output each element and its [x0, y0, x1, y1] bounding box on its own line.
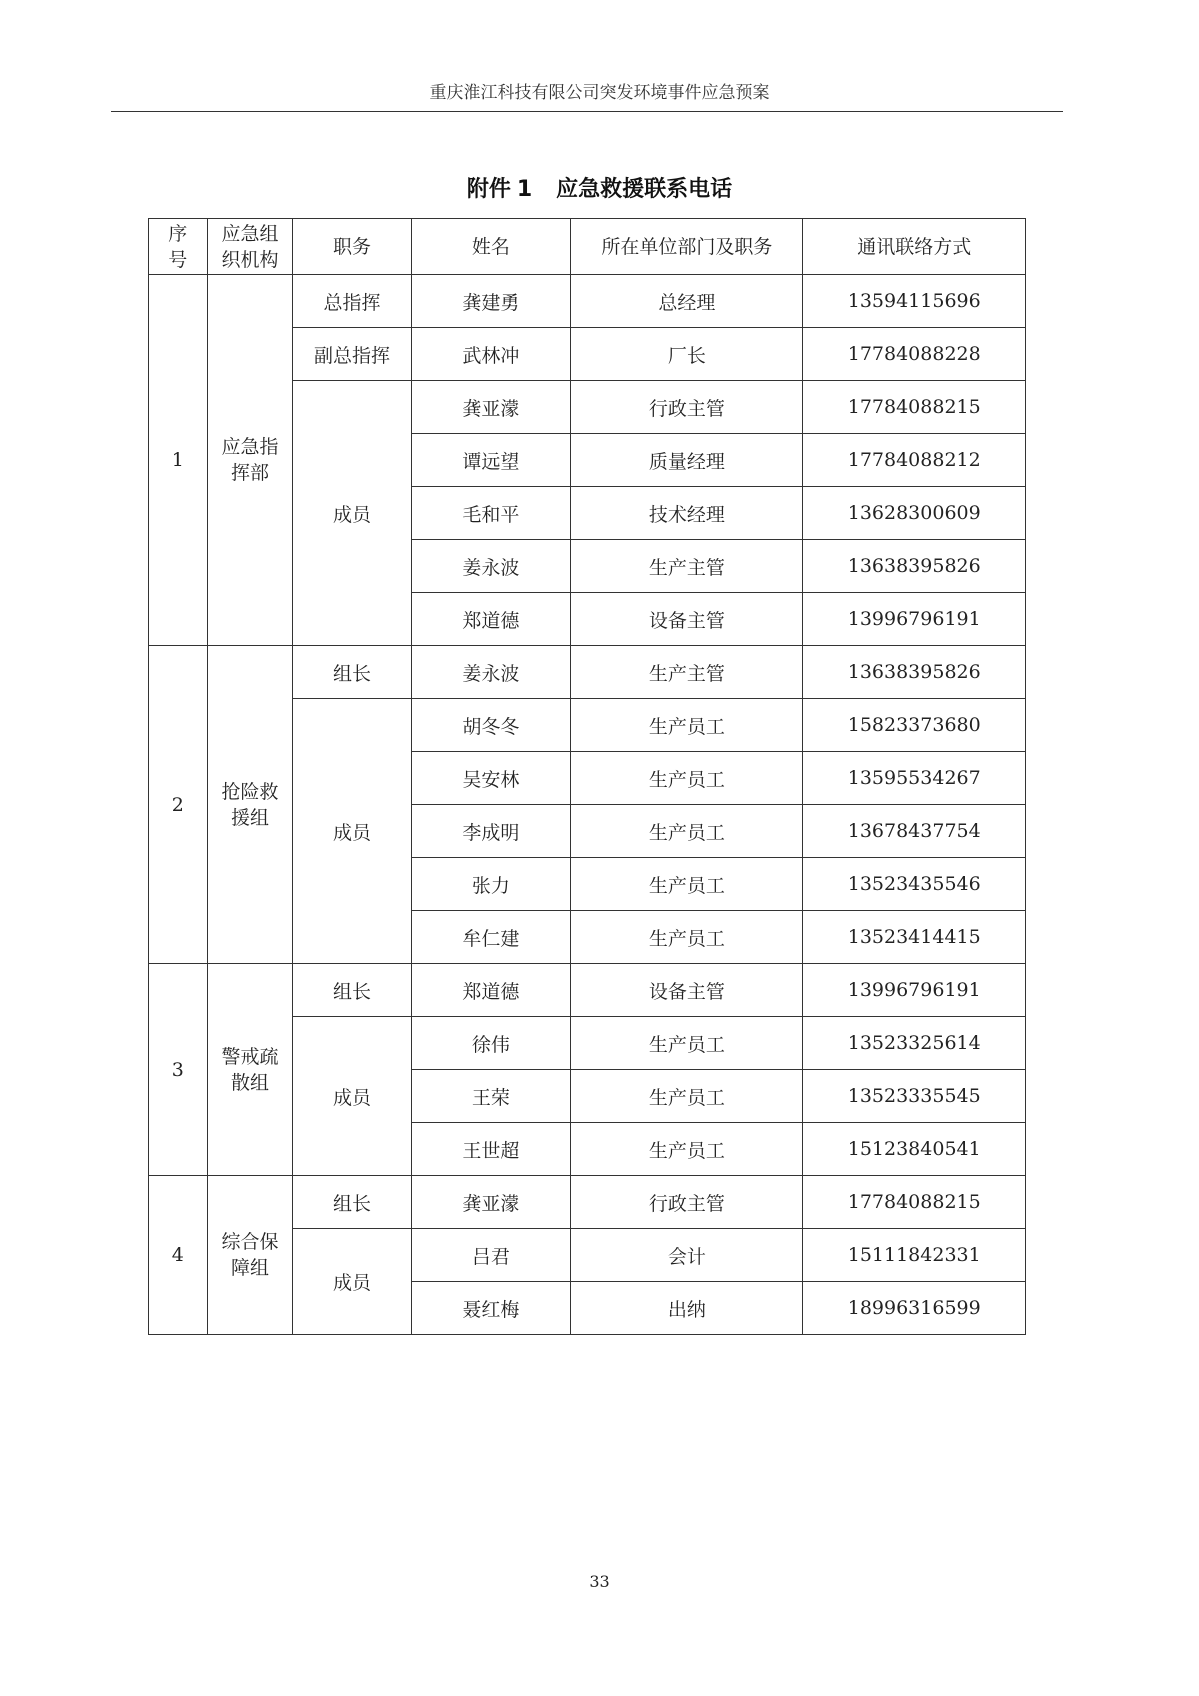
- dept-cell: 生产员工: [571, 911, 803, 964]
- dept-cell: 厂长: [571, 328, 803, 381]
- phone-cell: 17784088215: [803, 381, 1026, 434]
- phone-cell: 13523435546: [803, 858, 1026, 911]
- table-row: [149, 1176, 1026, 1229]
- name-cell: 龚亚濛: [411, 381, 571, 434]
- table-row: [149, 275, 1026, 328]
- dept-cell: 行政主管: [571, 1176, 803, 1229]
- phone-cell: 13595534267: [803, 752, 1026, 805]
- name-cell: 姜永波: [411, 646, 571, 699]
- phone-cell: 13678437754: [803, 805, 1026, 858]
- role-cell: 副总指挥: [293, 328, 411, 381]
- table-row: [149, 646, 1026, 699]
- name-cell: 吕君: [411, 1229, 571, 1282]
- name-cell: 毛和平: [411, 487, 571, 540]
- role-cell: 总指挥: [293, 275, 411, 328]
- phone-cell: 17784088228: [803, 328, 1026, 381]
- dept-cell: 生产员工: [571, 699, 803, 752]
- phone-cell: 13523335545: [803, 1070, 1026, 1123]
- group-org: 综合保 障组: [207, 1176, 293, 1335]
- role-cell: 成员: [293, 381, 411, 646]
- header-phone: 通讯联络方式: [803, 219, 1026, 275]
- dept-cell: 生产主管: [571, 540, 803, 593]
- role-cell: 成员: [293, 699, 411, 964]
- header-rule: [111, 111, 1063, 112]
- dept-cell: 总经理: [571, 275, 803, 328]
- group-index: 1: [149, 275, 208, 646]
- contact-table: [148, 218, 1026, 1335]
- phone-cell: 13523414415: [803, 911, 1026, 964]
- title-prefix: 附件: [466, 177, 511, 202]
- running-header: 重庆淮江科技有限公司突发环境事件应急预案: [429, 83, 770, 103]
- phone-cell: 17784088215: [803, 1176, 1026, 1229]
- role-cell: 成员: [293, 1017, 411, 1176]
- name-cell: 吴安林: [411, 752, 571, 805]
- phone-cell: 17784088212: [803, 434, 1026, 487]
- dept-cell: 生产员工: [571, 1017, 803, 1070]
- group-org: 抢险救 援组: [207, 646, 293, 964]
- dept-cell: 生产员工: [571, 858, 803, 911]
- phone-cell: 18996316599: [803, 1282, 1026, 1335]
- name-cell: 龚建勇: [411, 275, 571, 328]
- dept-cell: 生产员工: [571, 1070, 803, 1123]
- phone-cell: 13628300609: [803, 487, 1026, 540]
- dept-cell: 生产员工: [571, 1123, 803, 1176]
- document-title: [0, 172, 1199, 203]
- role-cell: 组长: [293, 964, 411, 1017]
- phone-cell: 15111842331: [803, 1229, 1026, 1282]
- group-org: 应急指 挥部: [207, 275, 293, 646]
- dept-cell: 行政主管: [571, 381, 803, 434]
- name-cell: 王世超: [411, 1123, 571, 1176]
- phone-cell: 13996796191: [803, 964, 1026, 1017]
- dept-cell: 设备主管: [571, 964, 803, 1017]
- dept-cell: 会计: [571, 1229, 803, 1282]
- name-cell: 谭远望: [411, 434, 571, 487]
- dept-cell: 生产主管: [571, 646, 803, 699]
- group-org: 警戒疏 散组: [207, 964, 293, 1176]
- phone-cell: 13594115696: [803, 275, 1026, 328]
- group-index: 3: [149, 964, 208, 1176]
- page-number: 33: [589, 1572, 610, 1591]
- role-cell: 组长: [293, 646, 411, 699]
- dept-cell: 质量经理: [571, 434, 803, 487]
- group-index: 2: [149, 646, 208, 964]
- dept-cell: 技术经理: [571, 487, 803, 540]
- phone-cell: 13638395826: [803, 646, 1026, 699]
- table-row: [149, 964, 1026, 1017]
- title-text: 应急救援联系电话: [556, 177, 733, 202]
- header-name: 姓名: [411, 219, 571, 275]
- title-number: 1: [516, 177, 533, 202]
- table-body: [149, 275, 1026, 1335]
- phone-cell: 13523325614: [803, 1017, 1026, 1070]
- header-role: 职务: [293, 219, 411, 275]
- dept-cell: 出纳: [571, 1282, 803, 1335]
- phone-cell: 13996796191: [803, 593, 1026, 646]
- name-cell: 武林冲: [411, 328, 571, 381]
- name-cell: 王荣: [411, 1070, 571, 1123]
- role-cell: 成员: [293, 1229, 411, 1335]
- name-cell: 郑道德: [411, 593, 571, 646]
- header-dept: 所在单位部门及职务: [571, 219, 803, 275]
- name-cell: 姜永波: [411, 540, 571, 593]
- name-cell: 张力: [411, 858, 571, 911]
- name-cell: 胡冬冬: [411, 699, 571, 752]
- dept-cell: 生产员工: [571, 752, 803, 805]
- name-cell: 牟仁建: [411, 911, 571, 964]
- phone-cell: 15123840541: [803, 1123, 1026, 1176]
- phone-cell: 13638395826: [803, 540, 1026, 593]
- group-index: 4: [149, 1176, 208, 1335]
- dept-cell: 生产员工: [571, 805, 803, 858]
- name-cell: 龚亚濛: [411, 1176, 571, 1229]
- header-index: 序 号: [149, 219, 208, 275]
- dept-cell: 设备主管: [571, 593, 803, 646]
- name-cell: 李成明: [411, 805, 571, 858]
- name-cell: 聂红梅: [411, 1282, 571, 1335]
- table-header-row: [149, 219, 1026, 275]
- role-cell: 组长: [293, 1176, 411, 1229]
- name-cell: 徐伟: [411, 1017, 571, 1070]
- header-org: 应急组 织机构: [207, 219, 293, 275]
- phone-cell: 15823373680: [803, 699, 1026, 752]
- name-cell: 郑道德: [411, 964, 571, 1017]
